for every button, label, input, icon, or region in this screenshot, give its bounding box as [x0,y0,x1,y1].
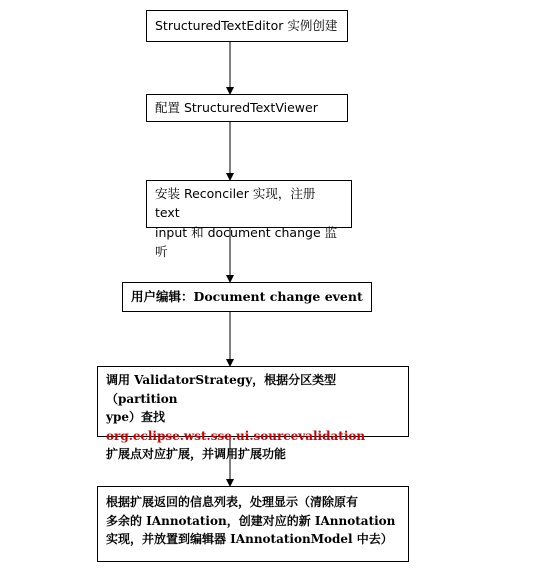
step-5-line-3: 扩展点对应扩展，并调用扩展功能 [106,447,287,462]
step-2-label: 配置 StructuredTextViewer [155,100,318,116]
step-4-label: 用户编辑：Document change event [131,289,363,305]
extension-point-id: org.eclipse.wst.sse.ui.sourcevalidation [106,428,366,443]
step-5-line-1: 调用 ValidatorStrategy，根据分区类型（partition [106,373,337,406]
step-4-box [122,282,372,312]
step-6-line-3: 实现，并放置到编辑器 IAnnotationModel 中去） [106,532,393,547]
step-2-box [146,94,348,122]
step-5-box [97,366,409,462]
step-5-line-2 [106,408,400,445]
step-6-box [97,486,409,562]
step-3-box [146,180,352,260]
step-5-line-2-prefix: ype）查找 [106,410,165,425]
step-3-line-1: 安装 Reconciler 实现，注册 text [155,186,316,221]
step-1-box [146,10,348,42]
step-6-line-2: 多余的 IAnnotation，创建对应的新 IAnnotation [106,513,396,528]
step-3-line-2: input 和 document change 监听 [155,224,338,260]
step-1-label: StructuredTextEditor 实例创建 [155,18,338,34]
step-6-line-1: 根据扩展返回的信息列表，处理显示（清除原有 [106,495,359,509]
